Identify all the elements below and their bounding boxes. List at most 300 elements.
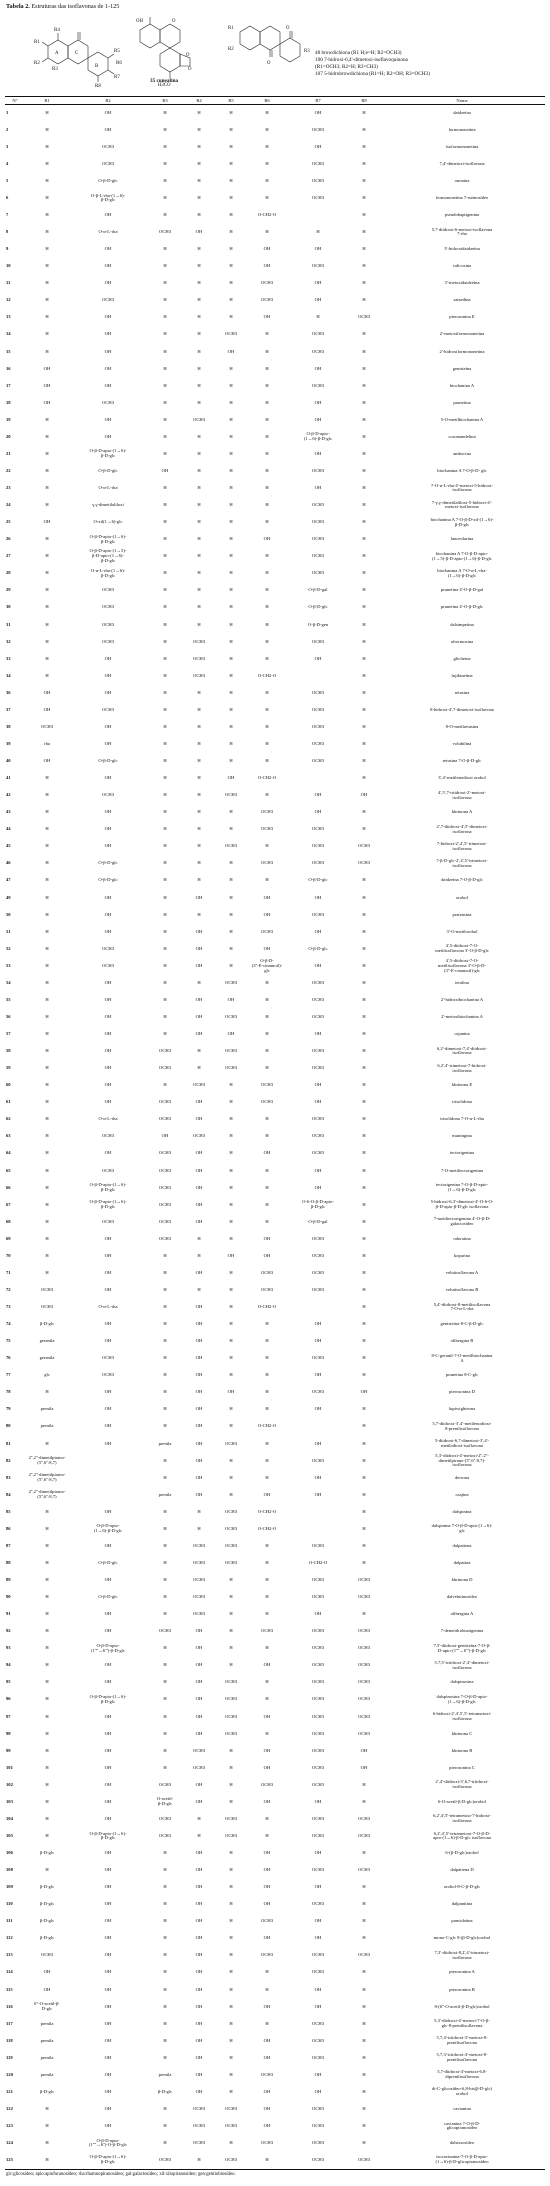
substituent-cell: H: [362, 1918, 366, 1924]
substituent-cell: H: [362, 1338, 366, 1344]
substituent-cell: OCH3: [225, 1559, 237, 1565]
substituent-cell: H: [45, 860, 49, 866]
compound-number: 96: [6, 1696, 11, 1702]
substituent-cell: OCH3: [312, 1696, 324, 1702]
compound-name: biochanina A 7-O-β-D-apio- (1→5)-β-D-apio-(1→6)-β-D-glc: [431, 550, 493, 561]
substituent-cell: OCH3: [312, 1815, 324, 1821]
compound-number: 2: [6, 126, 9, 132]
substituent-cell: OH: [314, 1167, 322, 1173]
substituent-cell: H: [163, 1935, 167, 1941]
compound-name: retusina 7-O-β-D-glc: [442, 758, 482, 763]
substituent-cell: OH: [104, 2003, 112, 2009]
substituent-cell: H: [163, 1082, 167, 1088]
substituent-cell: H: [45, 911, 49, 917]
substituent-cell: H: [45, 1508, 49, 1514]
substituent-cell: H: [229, 877, 233, 883]
substituent-cell: OCH3: [312, 758, 324, 763]
compound-name: khrinona A: [451, 809, 473, 815]
substituent-cell: H: [316, 314, 320, 320]
compound-name: dalspinosina 7-O-β-D-apio- (1→6)-β-D-glc: [436, 1694, 488, 1704]
substituent-cell: H: [163, 570, 167, 576]
table-row: [5, 1231, 545, 1248]
substituent-cell: H: [265, 1730, 269, 1736]
compound-number: 9: [6, 246, 9, 252]
substituent-cell: H: [229, 1167, 233, 1173]
substituent-cell: OCH3: [102, 604, 114, 610]
compound-number: 80: [6, 1423, 11, 1429]
substituent-cell: H: [265, 399, 269, 405]
table-row: [5, 480, 545, 497]
substituent-cell: H: [362, 536, 366, 542]
substituent-cell: β-D-glc: [39, 1901, 55, 1907]
substituent-cell: OH: [314, 1918, 322, 1924]
substituent-cell: OCH3: [102, 1355, 114, 1361]
substituent-cell: H: [45, 1099, 49, 1105]
compound-number: 83: [6, 1474, 11, 1480]
cuneatina-o-dioxole-label: O: [186, 53, 190, 58]
compound-number: 53: [6, 962, 11, 968]
substituent-cell: O-CH2-O: [257, 1423, 277, 1429]
substituent-cell: OH: [104, 1662, 112, 1668]
table-row: [5, 685, 545, 702]
cuneatina-ho-label: OH: [136, 19, 143, 24]
column-header: R8: [349, 97, 379, 105]
substituent-cell: H: [197, 263, 201, 269]
substituent-cell: H: [45, 2123, 49, 2128]
substituent-cell: OH: [195, 2088, 203, 2094]
table-row: [5, 309, 545, 326]
substituent-cell: OCH3: [193, 2105, 205, 2111]
substituent-cell: H: [45, 570, 49, 576]
substituent-cell: H: [163, 1952, 167, 1958]
substituent-cell: H: [229, 740, 233, 746]
substituent-cell: H: [45, 467, 49, 473]
substituent-cell: H: [197, 194, 201, 200]
table-row: [5, 787, 545, 804]
substituent-cell: O-β-D-glc: [98, 877, 118, 883]
compound-name: 5,7,5'-triidroxi-2',4'-dimetoxi- isoflavona: [434, 1659, 490, 1670]
compound-name: 7-hidroxi-2',4',5'-trimetoxi- isoflavona: [436, 840, 488, 851]
compound-number: 38: [6, 723, 11, 729]
substituent-cell: OCH3: [261, 1082, 273, 1088]
compound-number: 16: [6, 365, 11, 371]
compound-name: 2'-metoxibiochanina A: [441, 1013, 483, 1019]
substituent-cell: OCH3: [159, 1815, 171, 1821]
substituent-cell: OCH3: [193, 1577, 205, 1582]
substituent-cell: H: [362, 1611, 366, 1617]
substituent-cell: H: [362, 2054, 366, 2060]
compound-number: 98: [6, 1730, 11, 1736]
substituent-cell: H: [362, 433, 366, 439]
table-row: [5, 2033, 545, 2050]
table-row: [5, 1401, 545, 1418]
substituent-cell: OCH3: [159, 1116, 171, 1122]
substituent-cell: H: [163, 246, 167, 252]
substituent-cell: β-D-glc: [39, 1850, 55, 1855]
table-row: [5, 1435, 545, 1452]
substituent-cell: OCH3: [193, 1542, 205, 1548]
substituent-cell: H: [265, 1474, 269, 1480]
substituent-cell: H: [265, 2020, 269, 2026]
substituent-cell: H: [265, 1679, 269, 1685]
table-row: [5, 326, 545, 343]
substituent-cell: OCH3: [102, 143, 114, 149]
table-row: [5, 719, 545, 736]
substituent-cell: OCH3: [261, 1918, 273, 1924]
substituent-cell: H: [362, 1559, 366, 1565]
table-row: [5, 1094, 545, 1111]
compound-name: daidzeína: [453, 109, 471, 115]
substituent-cell: H: [229, 433, 233, 439]
substituent-cell: OH: [104, 1815, 112, 1821]
substituent-cell: 2'',2''-dimetilpirano-(5'',6'':8,7): [28, 1455, 66, 1465]
substituent-cell: β-D-glc: [39, 1884, 55, 1890]
cuneatina-o-dioxole-2-label: O: [188, 67, 192, 72]
compound-number: 58: [6, 1048, 11, 1054]
substituent-cell: OCH3: [312, 1065, 324, 1071]
substituent-cell: H: [229, 1423, 233, 1429]
substituent-cell: OH: [104, 826, 112, 832]
substituent-cell: H: [163, 1969, 167, 1975]
compound-name: osajina: [455, 1491, 469, 1497]
substituent-cell: H: [45, 1730, 49, 1736]
column-header: R2: [69, 97, 147, 105]
substituent-cell: H: [45, 1696, 49, 1702]
substituent-cell: OCH3: [312, 2020, 324, 2026]
substituent-cell: OCH3: [312, 160, 324, 166]
substituent-cell: OH: [314, 792, 322, 798]
substituent-cell: H: [163, 348, 167, 354]
substituent-cell: H: [197, 1286, 201, 1292]
substituent-cell: H: [163, 1304, 167, 1309]
substituent-cell: H: [45, 1167, 49, 1173]
substituent-cell: H: [45, 1133, 49, 1139]
substituent-cell: OCH3: [312, 1269, 324, 1275]
cuneatina-o-ring-label: O: [172, 19, 176, 24]
substituent-cell: H: [229, 655, 233, 661]
substituent-cell: OH: [227, 348, 235, 354]
substituent-cell: O-β-D-glc: [98, 860, 118, 866]
compound-name: 7-β-D-glc-2',4',5'-trimetoxi- isoflavona: [436, 857, 488, 868]
compound-number: 46: [6, 860, 11, 866]
substituent-cell: H: [197, 758, 201, 763]
substituent-cell: OH: [104, 2020, 112, 2026]
compound-number: 93: [6, 1645, 11, 1651]
substituent-cell: H: [45, 263, 49, 269]
substituent-cell: H: [229, 365, 233, 371]
compound-name: 5,7,3'-triidroxi-4'-metoxi-8- prenilisoflavona: [436, 2052, 488, 2063]
substituent-cell: H: [362, 450, 366, 456]
substituent-cell: prenila: [158, 2071, 172, 2077]
substituent-cell: O-β-L-rha-(1→6)- β-D-glc: [90, 192, 126, 203]
compound-name: 5,4'-diidroxi-8-metilisoflavona 7-O-α-L-rha: [433, 1301, 491, 1312]
compound-name: prunetina 4'-O-β-D-gal: [440, 587, 484, 593]
substituent-cell: H: [163, 1508, 167, 1514]
table-row: [5, 1367, 545, 1384]
substituent-cell: OH: [195, 1201, 203, 1207]
table-row: [5, 497, 545, 514]
substituent-cell: OH: [104, 979, 112, 985]
substituent-cell: H: [362, 126, 366, 132]
substituent-cell: H: [163, 689, 167, 695]
compound-name: dalspinina 7-O-β-D-apio-(1→6)- glc: [431, 1523, 493, 1534]
substituent-cell: H: [265, 1406, 269, 1412]
substituent-cell: OH: [314, 1491, 322, 1497]
table-row: [5, 1009, 545, 1026]
substituent-cell: OH: [195, 2003, 203, 2009]
substituent-cell: OCH3: [312, 1645, 324, 1651]
substituent-cell: H: [265, 996, 269, 1002]
compound-name: olibergina A: [450, 1611, 474, 1617]
substituent-cell: OCH3: [358, 1713, 370, 1719]
substituent-cell: OH: [104, 1713, 112, 1719]
compound-name: 7-γ,γ-dimetilaliloxi-5-hidroxi-4'- metoxi-isoflavona: [431, 499, 493, 510]
table-row: [5, 156, 545, 173]
substituent-cell: H: [45, 843, 49, 849]
compound-number: 56: [6, 1013, 11, 1019]
substituent-cell: OH: [314, 1440, 322, 1446]
substituent-cell: H: [229, 194, 233, 200]
table-row: [5, 1930, 545, 1947]
substituent-cell: H: [45, 1662, 49, 1668]
compound-number: 108: [6, 1867, 13, 1873]
substituent-cell: O-CH2-O: [257, 775, 277, 781]
substituent-cell: OCH3: [358, 1815, 370, 1821]
substituent-cell: OH: [263, 1867, 271, 1873]
compound-name: 5,3'-diidroxi-4'-metoxi-7-O-β- glc-8-prenilisoflavona: [434, 2018, 490, 2029]
substituent-cell: OCH3: [193, 1764, 205, 1770]
compound-name: 5,7,4'-triidroxi-3'-metoxi-8- prenilisoflavona: [436, 2035, 488, 2046]
compound-name: 5,7-diidroxi-3',4'-metilenodioxi- 8-prenilisoflavona: [432, 1421, 492, 1431]
column-header: Nome: [379, 97, 545, 105]
substituent-cell: H: [45, 672, 49, 678]
substituent-cell: H: [362, 1031, 366, 1036]
substituent-cell: OH: [314, 655, 322, 661]
substituent-cell: OCH3: [193, 1594, 205, 1600]
substituent-cell: H: [229, 1372, 233, 1378]
compound-number: 109: [6, 1884, 13, 1890]
substituent-cell: OCH3: [312, 1952, 324, 1958]
substituent-cell: OH: [195, 1679, 203, 1685]
substituent-cell: glc: [44, 1372, 50, 1378]
compound-name: 5-hidroxi-6,3'-dimetoxi-4'-O-6-O- β-D-apio-β-D-glc isoflavona: [430, 1199, 494, 1210]
substituent-cell: H: [163, 1747, 167, 1753]
compound-name: 6,2'-dimetoxi-7,4'-diidroxi- isoflavona: [436, 1045, 488, 1056]
substituent-cell: H: [265, 1372, 269, 1378]
substituent-cell: H: [197, 467, 201, 473]
substituent-cell: H: [362, 758, 366, 763]
table-row: [5, 1828, 545, 1845]
substituent-cell: H: [163, 1764, 167, 1770]
substituent-cell: H: [229, 706, 233, 712]
compound-name: 4',5-diidroxi-7-O- metilisoflavona 3'-O-β-D- (3''-E-cinamoil)-glc: [438, 957, 486, 973]
substituent-cell: OH: [263, 1764, 271, 1770]
compound-number: 47: [6, 877, 11, 883]
table-row: [5, 1350, 545, 1367]
substituent-cell: OH: [195, 1184, 203, 1190]
substituent-cell: H: [265, 1611, 269, 1617]
table-row: [5, 1794, 545, 1811]
table-row: [5, 1128, 545, 1145]
table-row: [5, 378, 545, 395]
substituent-cell: H: [45, 194, 49, 200]
substituent-cell: OCH3: [261, 826, 273, 832]
substituent-cell: OCH3: [41, 1952, 53, 1958]
compound-number: 30: [6, 604, 11, 610]
substituent-cell: H: [265, 723, 269, 729]
column-header: N°: [5, 97, 25, 105]
compound-name: saiaedina: [453, 297, 471, 303]
substituent-cell: H: [265, 740, 269, 746]
substituent-cell: OH: [263, 2003, 271, 2009]
substituent-cell: H: [362, 1252, 366, 1258]
substituent-cell: H: [197, 280, 201, 286]
substituent-cell: H: [362, 1850, 366, 1855]
substituent-cell: OCH3: [312, 1832, 324, 1838]
substituent-cell: OCH3: [312, 1747, 324, 1753]
substituent-cell: OH: [314, 1884, 322, 1890]
substituent-cell: OCH3: [312, 826, 324, 832]
substituent-cell: H: [362, 655, 366, 661]
table-row: [5, 343, 545, 360]
substituent-cell: O-β-D-apio- (1→6)-β-D-glc: [93, 1523, 123, 1534]
table-row: [5, 1487, 545, 1504]
substituent-cell: OH: [104, 1048, 112, 1054]
compound-name: di-C-glicosídeo-6,8-bis(β-D-glc) orobol: [431, 2086, 493, 2097]
substituent-cell: H: [265, 331, 269, 337]
substituent-cell: H: [229, 1986, 233, 1992]
substituent-cell: H: [229, 1099, 233, 1105]
substituent-cell: H: [45, 1594, 49, 1600]
substituent-cell: OCH3: [159, 1167, 171, 1173]
substituent-cell: OCH3: [312, 1116, 324, 1122]
compound-number: 73: [6, 1304, 11, 1309]
substituent-cell: OCH3: [312, 638, 324, 644]
substituent-cell: H: [45, 1764, 49, 1770]
substituent-cell: H: [362, 2088, 366, 2094]
substituent-cell: OH: [263, 911, 271, 917]
substituent-cell: H: [229, 246, 233, 252]
compound-name: 5-diidroxi-6,7-dimetoxi-3',4'- metilodioxi-isoflavona: [435, 1438, 489, 1448]
substituent-cell: H: [229, 1918, 233, 1924]
table-row: [5, 1555, 545, 1572]
substituent-cell: H: [45, 109, 49, 115]
substituent-cell: OH: [195, 1116, 203, 1122]
substituent-cell: H: [45, 450, 49, 456]
table-row: [5, 292, 545, 309]
substituent-cell: H: [362, 1372, 366, 1378]
compound-name: cavianina: [453, 2105, 471, 2111]
substituent-cell: OCH3: [102, 706, 114, 712]
compound-name: pterosonina E: [449, 314, 475, 320]
substituent-cell: H: [163, 1338, 167, 1344]
substituent-cell: OH: [195, 1099, 203, 1105]
substituent-cell: H: [45, 1798, 49, 1804]
substituent-cell: H: [229, 143, 233, 149]
substituent-cell: H: [362, 1235, 366, 1241]
compound-name: irisolidona: [452, 1099, 472, 1105]
compound-name: fujikinetina: [451, 672, 473, 678]
compound-name: biochanina A 7-O-β-D-xil-(1→6)- β-D-glc: [430, 516, 494, 527]
substituent-cell: H: [265, 1218, 269, 1224]
substituent-cell: H: [229, 894, 233, 900]
substituent-cell: OCH3: [225, 1713, 237, 1719]
table-row: [5, 1760, 545, 1777]
compound-number: 90: [6, 1594, 11, 1600]
substituent-cell: H: [362, 1133, 366, 1139]
substituent-cell: OCH3: [193, 1133, 205, 1139]
substituent-cell: H: [229, 860, 233, 866]
table-row: [5, 2101, 545, 2118]
substituent-cell: OCH3: [159, 1201, 171, 1207]
substituent-cell: H: [163, 1269, 167, 1275]
quinone-drawing: [240, 26, 300, 62]
substituent-cell: H: [197, 1525, 201, 1531]
compound-name: 5-O-metilbiochanina A: [440, 416, 484, 422]
substituent-cell: OCH3: [349, 2152, 379, 2169]
substituent-cell: H: [229, 502, 233, 508]
compound-number: 60: [6, 1082, 11, 1088]
ring-a-label: A: [55, 51, 59, 56]
substituent-cell: β-D-glc: [39, 1918, 55, 1924]
substituent-cell: H: [229, 1747, 233, 1753]
substituent-cell: OH: [104, 1031, 112, 1036]
substituent-cell: H: [163, 502, 167, 508]
substituent-cell: H: [163, 212, 167, 217]
compound-name: dalpatiena D: [450, 1867, 474, 1873]
substituent-cell: H: [45, 126, 49, 132]
substituent-cell: OH: [104, 2123, 112, 2128]
substituent-cell: H: [45, 1542, 49, 1548]
isoflavone-core-drawing: [42, 32, 114, 82]
substituent-cell: H: [229, 2020, 233, 2026]
substituent-cell: β-D-glc: [39, 2088, 55, 2094]
substituent-cell: H: [362, 1116, 366, 1122]
compound-number: 68: [6, 1218, 11, 1224]
compound-name: prunetina 4'-O-β-D-glc: [440, 604, 484, 610]
compound-number: 52: [6, 945, 11, 951]
substituent-cell: H: [265, 382, 269, 388]
table-row: [5, 395, 545, 412]
substituent-cell: H: [229, 2088, 233, 2094]
substituent-cell: OH: [104, 1628, 112, 1634]
table-row: [5, 1606, 545, 1623]
table-row: [5, 548, 545, 565]
substituent-cell: H: [265, 1594, 269, 1600]
substituent-cell: H: [362, 1440, 366, 1446]
table-row: [5, 906, 545, 923]
substituent-cell: OH: [263, 1901, 271, 1907]
substituent-cell: O-β-D-apio-(1→6)- β-D-glc: [89, 1182, 127, 1192]
substituent-cell: OH: [195, 1491, 203, 1497]
substituent-cell: H: [197, 1815, 201, 1821]
substituent-cell: H: [265, 689, 269, 695]
substituent-cell: OCH3: [159, 1218, 171, 1224]
table-row: [5, 855, 545, 872]
substituent-cell: 2'',2''-dimetilpirano-(5'',6'':8,7): [28, 1489, 66, 1500]
substituent-cell: H: [197, 1252, 201, 1258]
compound-name: dalspinosina: [450, 1679, 474, 1685]
substituent-cell: H: [229, 1321, 233, 1327]
compound-number: 87: [6, 1542, 11, 1548]
substituent-cell: OH: [195, 1884, 203, 1890]
compound-name: 5,7-diidroxi-6-metoxi-isoflavona 7-rha: [431, 226, 493, 237]
substituent-cell: H: [197, 246, 201, 252]
substituent-cell: OCH3: [102, 1133, 114, 1139]
substituent-cell: OH: [227, 1389, 235, 1395]
substituent-cell: OCH3: [225, 1696, 237, 1702]
table-row: [5, 668, 545, 685]
